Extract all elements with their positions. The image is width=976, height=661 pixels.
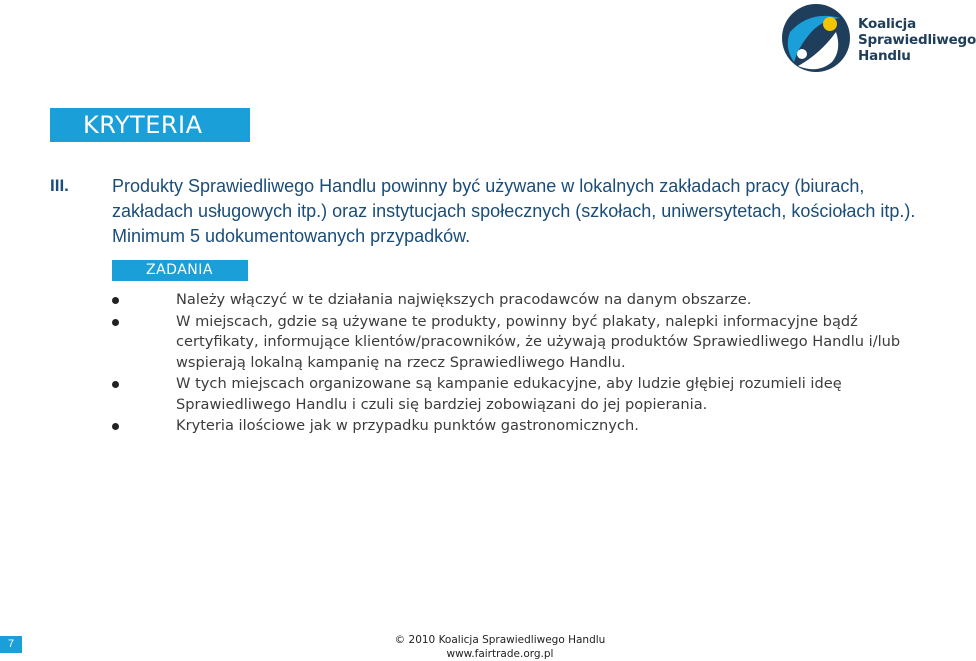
tasks-label: ZADANIA xyxy=(112,260,248,281)
section-title: KRYTERIA xyxy=(50,108,250,142)
list-item xyxy=(112,290,932,311)
bullet-icon xyxy=(112,319,119,326)
list-item-text: W tych miejscach organizowane są kampanie edukacyjne, aby ludzie głębiej rozumieli ideę Sprawiedliwego Handlu i czuli się bardziej zobowiązani do jej popierania. xyxy=(176,375,842,413)
footer-url[interactable]: www.fairtrade.org.pl xyxy=(446,648,554,660)
page-number: 7 xyxy=(0,636,22,653)
list-item xyxy=(112,374,932,415)
item-number: III. xyxy=(50,176,69,195)
list-item-text: Kryteria ilościowe jak w przypadku punktów gastronomicznych. xyxy=(176,417,639,434)
bullet-icon xyxy=(112,297,119,304)
logo-line: Koalicja xyxy=(858,16,917,32)
list-item xyxy=(112,416,932,437)
task-list xyxy=(112,290,932,438)
list-item xyxy=(112,312,932,374)
logo-text xyxy=(858,16,976,64)
bullet-icon xyxy=(112,423,119,430)
logo xyxy=(780,2,976,74)
list-item-text: W miejscach, gdzie są używane te produkty, powinny być plakaty, nalepki informacyjne bądź certyfikaty, informujące klientów/pracowników, że używają produktów Sprawiedliwego Handlu i/lub wspierają lokalną kampanię na rzecz Sprawiedliwego Handlu. xyxy=(176,312,901,371)
footer xyxy=(380,633,620,661)
list-item-text: Należy włączyć w te działania największych pracodawców na danym obszarze. xyxy=(176,291,752,308)
koalicja-logo-icon xyxy=(780,2,856,74)
footer-copyright: © 2010 Koalicja Sprawiedliwego Handlu xyxy=(394,634,606,646)
item-text: Produkty Sprawiedliwego Handlu powinny być używane w lokalnych zakładach pracy (biurach, zakładach usługowych itp.) oraz instytucjach społecznych (szkołach, uniwersytetach, kościołach itp.). Minimum 5 udokumentowanych przypadków. xyxy=(112,176,916,246)
logo-line: Sprawiedliwego xyxy=(858,32,976,48)
logo-line: Handlu xyxy=(858,48,911,64)
bullet-icon xyxy=(112,381,119,388)
